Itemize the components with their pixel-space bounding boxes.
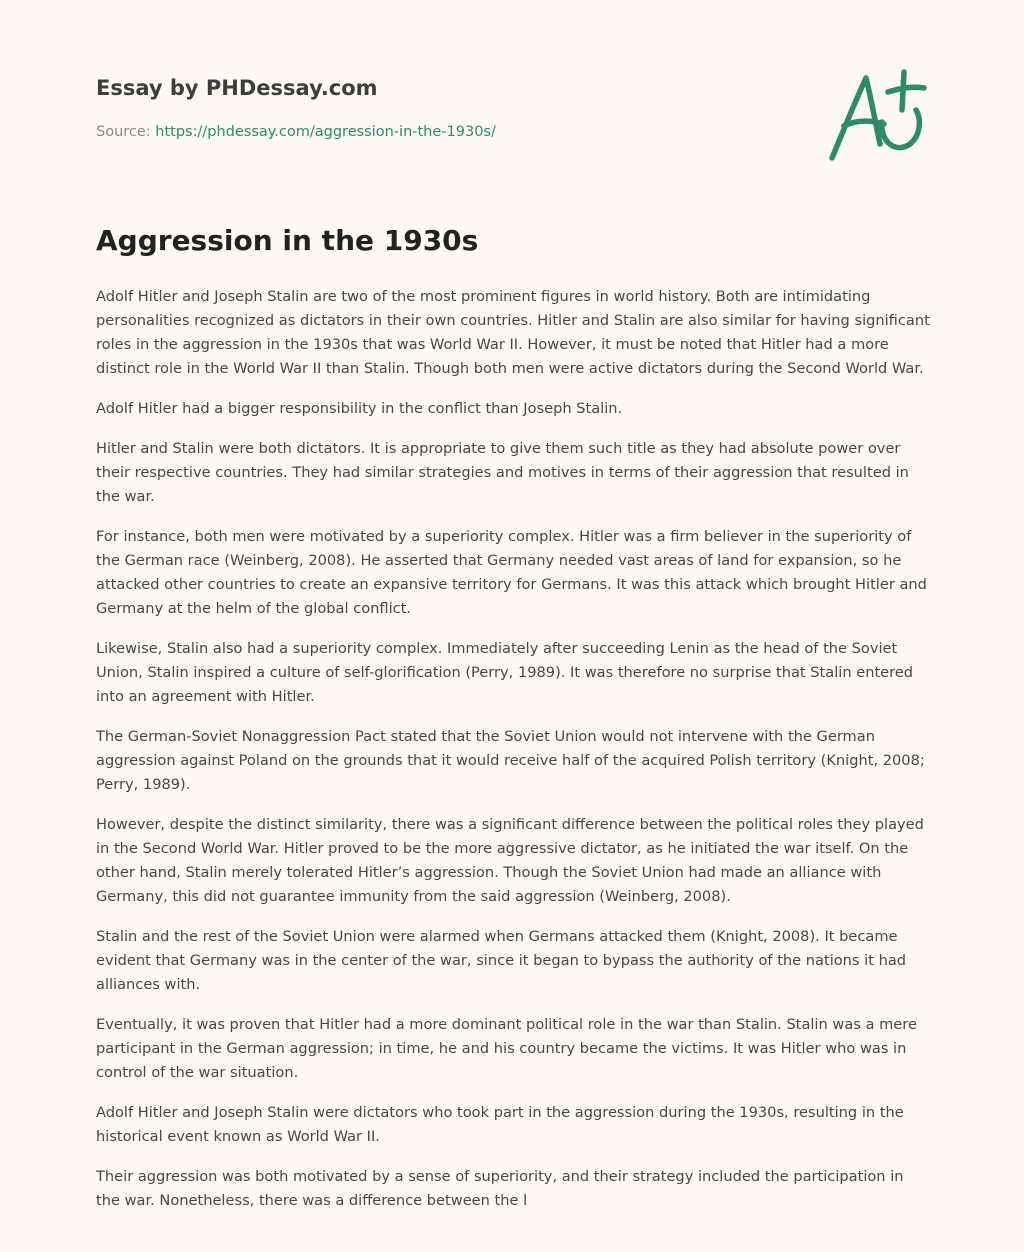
essay-body [96, 285, 930, 1229]
essay-paragraph: Adolf Hitler and Joseph Stalin were dictators who took part in the aggression during the 1930s, resulting in the historical event known as World War II. [96, 1104, 904, 1145]
essay-paragraph: Likewise, Stalin also had a superiority complex. Immediately after succeeding Lenin as the head of the Soviet Union, Stalin inspired a culture of self-glorification (Perry, 1989). It was therefore no surprise that Stalin entered into an agreement with Hitler. [96, 640, 914, 705]
essay-title: Aggression in the 1930s [96, 224, 479, 257]
essay-paragraph: Stalin and the rest of the Soviet Union were alarmed when Germans attacked them (Knight, 2008). It became evident that Germany was in the center of the war, since it began to bypass the authority of the nations it had alliances with. [96, 928, 907, 993]
essay-paragraph: Hitler and Stalin were both dictators. It is appropriate to give them such title as they had absolute power over their respective countries. They had similar strategies and motives in terms of their aggression that resulted in the war. [96, 440, 909, 505]
source-label: Source: [96, 124, 151, 140]
essay-paragraph: For instance, both men were motivated by a superiority complex. Hitler was a firm believer in the superiority of the German race (Weinberg, 2008). He asserted that Germany needed vast areas of land for expansion, so he attacked other countries to create an expansive territory for Germans. It was this attack which brought Hitler and Germany at the helm of the global conflict. [96, 528, 927, 617]
essay-paragraph: Adolf Hitler had a bigger responsibility in the conflict than Joseph Stalin. [96, 400, 623, 417]
brand-title: Essay by PHDessay.com [96, 76, 378, 100]
essay-paragraph: Eventually, it was proven that Hitler had a more dominant political role in the war than Stalin. Stalin was a mere participant in the German aggression; in time, he and his country became the victims. It was Hitler who was in control of the war situation. [96, 1016, 917, 1081]
essay-paragraph: Their aggression was both motivated by a sense of superiority, and their strategy included the participation in the war. Nonetheless, there was a difference between the l [96, 1168, 904, 1209]
source-link[interactable]: https://phdessay.com/aggression-in-the-1930s/ [155, 124, 496, 140]
essay-paragraph: Adolf Hitler and Joseph Stalin are two of the most prominent figures in world history. Both are intimidating personalities recognized as dictators in their own countries. Hitler and Stalin are also similar for having significant roles in the aggression in the 1930s that was World War II. However, it must be noted that Hitler had a more distinct role in the World War II than Stalin. Though both men were active dictators during the Second World War. [96, 288, 930, 377]
source-line [96, 124, 496, 140]
essay-paragraph: However, despite the distinct similarity, there was a significant difference between the political roles they played in the Second World War. Hitler proved to be the more aggressive dictator, as he initiated the war itself. On the other hand, Stalin merely tolerated Hitler’s aggression. Though the Soviet Union had made an alliance with Germany, this did not guarantee immunity from the said aggression (Weinberg, 2008). [96, 816, 924, 905]
essay-paragraph: The German-Soviet Nonaggression Pact stated that the Soviet Union would not intervene with the German aggression against Poland on the grounds that it would receive half of the acquired Polish territory (Knight, 2008; Perry, 1989). [96, 728, 925, 793]
a-plus-logo-icon [822, 64, 932, 168]
